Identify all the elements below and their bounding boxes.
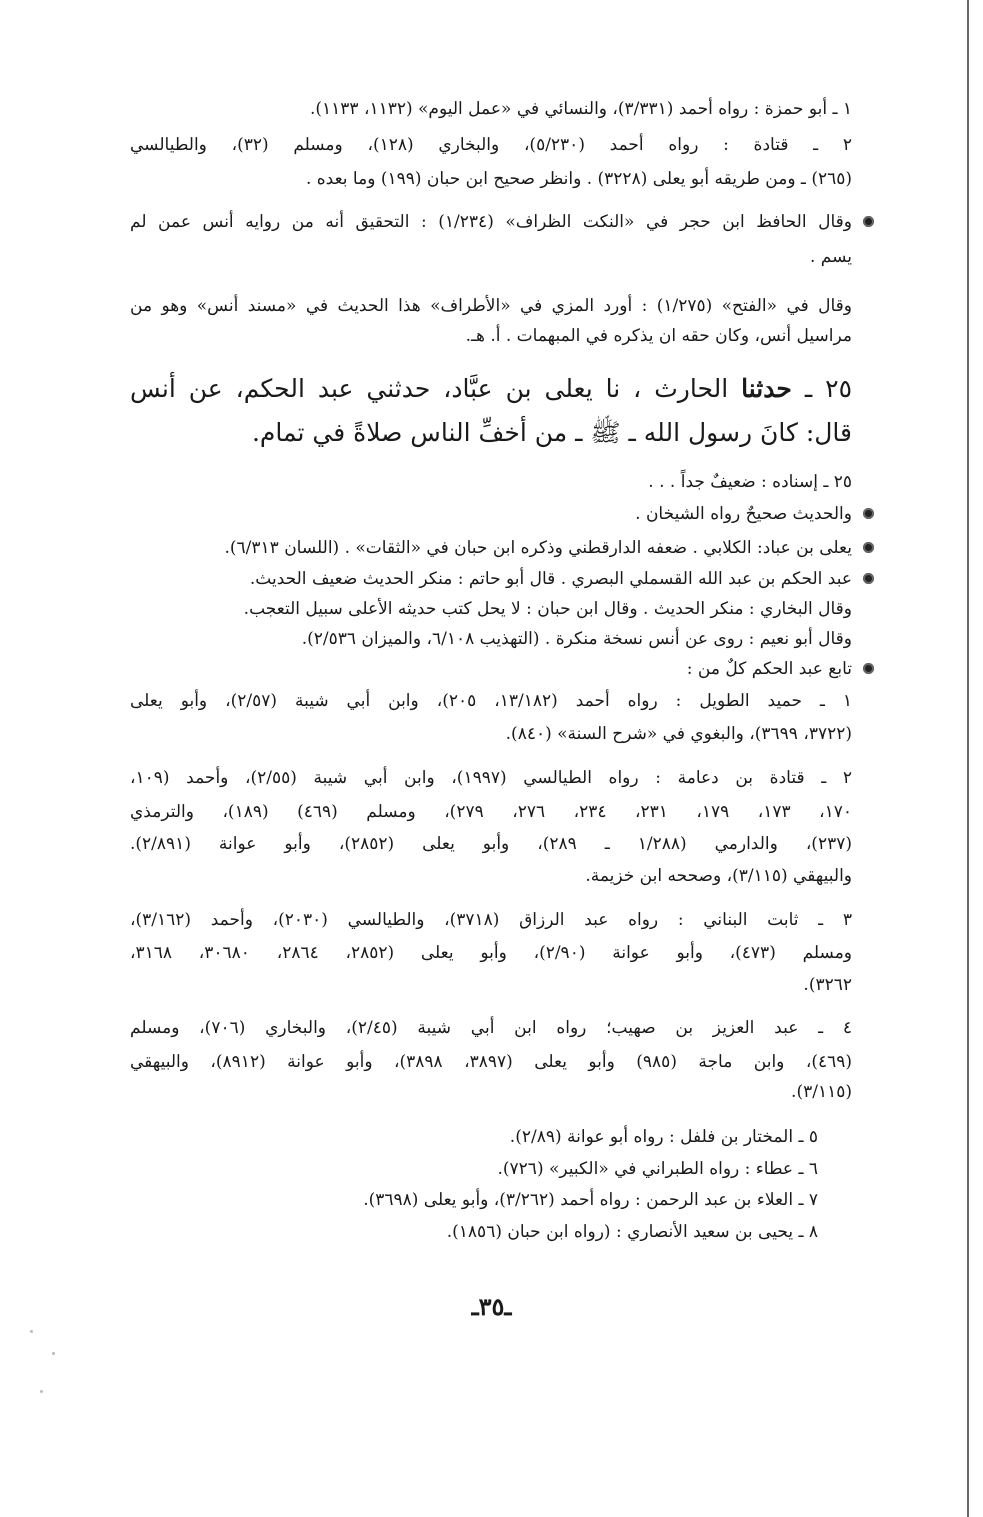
abd-hakam-line: وقال أبو نعيم : روى عن أنس نسخة منكرة . (التهذيب ٦/١٠٨، والميزان ٢/٥٣٦). — [301, 629, 852, 649]
commentary-bullet-item — [635, 502, 852, 526]
ibn-hajar-line — [130, 210, 852, 234]
commentary-bullet-text: عبد الحكم بن عبد الله القسملي البصري . قال أبو حاتم : منكر الحديث ضعيف الحديث. — [249, 569, 852, 589]
hadith-line-1 — [130, 370, 852, 408]
ibn-hajar-line: يسم . — [809, 247, 852, 267]
short-follower-line: ٨ ـ يحيى بن سعيد الأنصاري : (رواه ابن حبان (١٨٥٦). — [446, 1222, 818, 1242]
bullet-icon — [863, 216, 874, 227]
top-note-line: ٢ ـ قتادة : رواه أحمد (٥/٢٣٠)، والبخاري (١٢٨)، ومسلم (٣٢)، والطيالسي — [130, 135, 852, 155]
follower-line: (٣٧٢٢، ٣٦٩٩)، والبغوي في «شرح السنة» (٨٤٠). — [505, 724, 852, 744]
bullet-icon — [863, 573, 874, 584]
page-edge-line — [967, 0, 969, 1517]
commentary-bullet-item — [250, 567, 852, 591]
bullet-icon — [863, 508, 874, 519]
commentary-bullet-text: والحديث صحيحٌ رواه الشيخان . — [635, 504, 852, 524]
commentary-bullet-item — [687, 657, 852, 681]
hadith-line-2: قال: كانَ رسول الله ـ ﷺ ـ من أخفِّ الناس صلاةً في تمام. — [251, 418, 852, 447]
bullet-icon — [863, 663, 874, 674]
follower-line: ١ ـ حميد الطويل : رواه أحمد (١٣/١٨٢، ٢٠٥)، وابن أبي شيبة (٢/٥٧)، وأبو يعلى — [130, 691, 853, 711]
follower-line: ٢ ـ قتادة بن دعامة : رواه الطيالسي (١٩٩٧)، وابن أبي شيبة (٢/٥٥)، وأحمد (١٠٩، — [130, 768, 852, 788]
abd-hakam-line: وقال البخاري : منكر الحديث . وقال ابن حبان : لا يحل كتب حديثه الأعلى سبيل التعجب. — [243, 599, 852, 619]
hadith-opening-word: حدثنا — [741, 374, 792, 403]
hadith-line-1-text: الحارث ، نا يعلى بن عبَّاد، حدثني عبد الحكم، عن أنس — [130, 374, 729, 403]
bullet-icon — [863, 542, 874, 553]
followers-heading: تابع عبد الحكم كلٌ من : — [686, 659, 852, 679]
top-note-line: (٢٦٥) ـ ومن طريقه أبو يعلى (٣٢٢٨) . وانظر صحيح ابن حبان (١٩٩) وما بعده . — [305, 169, 852, 189]
follower-line: ٤ ـ عبد العزيز بن صهيب؛ رواه ابن أبي شيبة (٢/٤٥)، والبخاري (٧٠٦)، ومسلم — [130, 1018, 852, 1038]
scan-speck — [52, 1352, 55, 1355]
follower-line: ١٧٠، ١٧٣، ١٧٩، ٢٣١، ٢٣٤، ٢٧٦، ٢٧٩)، ومسلم (٤٦٩) (١٨٩)، والترمذي — [130, 802, 853, 822]
scan-speck — [30, 1330, 33, 1333]
hadith-number: ٢٥ ـ — [804, 374, 852, 403]
scan-speck — [40, 1390, 43, 1393]
isnad-line: ٢٥ ـ إسناده : ضعيفٌ جداً . . . — [648, 472, 852, 492]
ibn-hajar-text: وقال الحافظ ابن حجر في «النكت الظراف» (١/٢٣٤) : التحقيق أنه من روايه أنس عمن لم — [130, 212, 852, 232]
fath-line: مراسيل أنس، وكان حقه ان يذكره في المبهمات . أ. هـ. — [465, 326, 852, 346]
short-follower-line: ٧ ـ العلاء بن عبد الرحمن : رواه أحمد (٣/٢٦٢)، وأبو يعلى (٣٦٩٨). — [363, 1190, 818, 1210]
short-follower-line: ٦ ـ عطاء : رواه الطبراني في «الكبير» (٧٢٦). — [497, 1159, 818, 1179]
top-note-line: ١ ـ أبو حمزة : رواه أحمد (٣/٣٣١)، والنسائي في «عمل اليوم» (١١٣٢، ١١٣٣). — [309, 99, 852, 119]
fath-line: وقال في «الفتح» (١/٢٧٥) : أورد المزي في «الأطراف» هذا الحديث في «مسند أنس» وهو من — [130, 296, 853, 316]
follower-line: (٣/١١٥). — [791, 1082, 852, 1102]
commentary-bullet-item — [224, 536, 852, 560]
follower-line: ٣ ـ ثابت البناني : رواه عبد الرزاق (٣٧١٨)، والطيالسي (٢٠٣٠)، وأحمد (٣/١٦٢)، — [130, 910, 852, 930]
short-follower-line: ٥ ـ المختار بن فلفل : رواه أبو عوانة (٢/٨٩). — [509, 1127, 818, 1147]
follower-line: والبيهقي (٣/١١٥)، وصححه ابن خزيمة. — [585, 866, 852, 886]
follower-line: ومسلم (٤٧٣)، وأبو عوانة (٢/٩٠)، وأبو يعلى (٢٨٥٢، ٢٨٦٤، ٣٠٦٨٠، ٣١٦٨، — [130, 943, 853, 963]
follower-line: (٤٦٩)، وابن ماجة (٩٨٥) وأبو يعلى (٣٨٩٧، ٣٨٩٨)، وأبو عوانة (٨٩١٢)، والبيهقي — [130, 1052, 852, 1072]
follower-line: (٢٣٧)، والدارمي (١/٢٨٨ ـ ٢٨٩)، وأبو يعلى (٢٨٥٢)، وأبو عوانة (٢/٨٩١). — [130, 834, 852, 854]
commentary-bullet-text: يعلى بن عباد: الكلابي . ضعفه الدارقطني وذكره ابن حبان في «الثقات» . (اللسان ٦/٣١٣). — [224, 538, 852, 558]
follower-line: ٣٢٦٢). — [803, 975, 852, 995]
page-number: ـ٣٥ـ — [471, 1292, 512, 1321]
